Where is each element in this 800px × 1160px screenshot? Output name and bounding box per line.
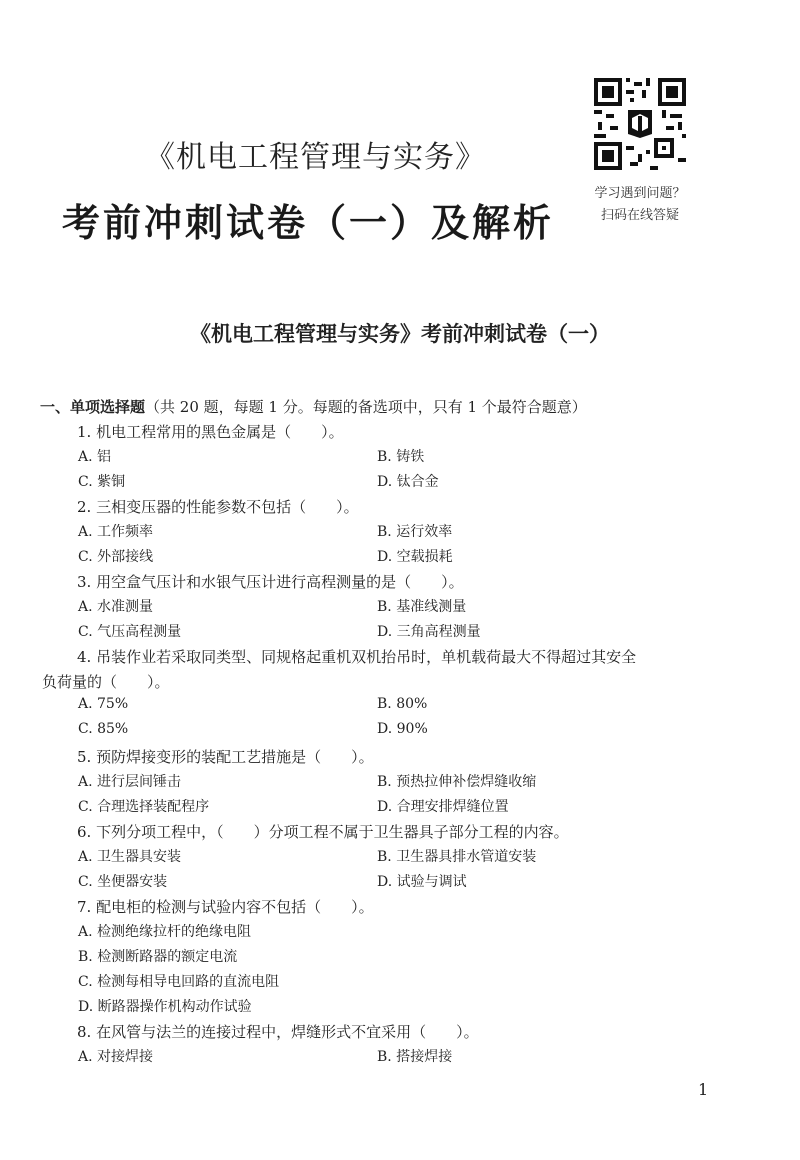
q8-option-b: B. 搭接焊接 [377, 1049, 453, 1065]
q3-option-b: B. 基准线测量 [377, 599, 467, 615]
q8-option-a: A. 对接焊接 [78, 1049, 154, 1065]
q6-option-b: B. 卫生器具排水管道安装 [377, 849, 537, 865]
question-3-stem: 3. 用空盒气压计和水银气压计进行高程测量的是（ ）。 [77, 573, 464, 591]
q5-option-a: A. 进行层间锤击 [78, 774, 182, 790]
q1-option-a: A. 铝 [78, 449, 112, 465]
q7-option-c: C. 检测每相导电回路的直流电阻 [78, 974, 280, 990]
question-4-stem: 4. 吊装作业若采取同类型、同规格起重机双机抬吊时，单机载荷最大不得超过其安全 [77, 648, 637, 666]
q1-option-c: C. 紫铜 [78, 474, 126, 490]
qr-code-icon [594, 78, 686, 170]
q2-option-d: D. 空载损耗 [377, 549, 453, 565]
question-1-stem: 1. 机电工程常用的黑色金属是（ ）。 [77, 423, 344, 441]
section-note: （共 20 题，每题 1 分。每题的备选项中，只有 1 个最符合题意） [145, 398, 587, 416]
q7-option-a: A. 检测绝缘拉杆的绝缘电阻 [78, 924, 252, 940]
q5-option-d: D. 合理安排焊缝位置 [377, 799, 509, 815]
question-2-stem: 2. 三相变压器的性能参数不包括（ ）。 [77, 498, 359, 516]
q6-option-c: C. 坐便器安装 [78, 874, 168, 890]
q4-option-d: D. 90% [377, 721, 428, 737]
main-title: 考前冲刺试卷（一）及解析 [62, 201, 555, 245]
q2-option-c: C. 外部接线 [78, 549, 154, 565]
q3-option-c: C. 气压高程测量 [78, 624, 182, 640]
qr-code[interactable] [594, 78, 686, 170]
question-4-stem-continued: 负荷量的（ ）。 [42, 673, 170, 691]
section-label: 一、单项选择题 [40, 398, 146, 416]
q1-option-d: D. 钛合金 [377, 474, 439, 490]
q7-option-d: D. 断路器操作机构动作试验 [78, 999, 252, 1015]
q4-option-b: B. 80% [377, 696, 428, 712]
q4-option-a: A. 75% [78, 696, 129, 712]
q7-option-b: B. 检测断路器的额定电流 [78, 949, 238, 965]
qr-caption-line2: 扫码在线答疑 [600, 208, 679, 223]
q3-option-a: A. 水准测量 [78, 599, 154, 615]
question-7-stem: 7. 配电柜的检测与试验内容不包括（ ）。 [77, 898, 374, 916]
qr-caption-line1: 学习遇到问题？ [594, 186, 686, 201]
page-number: 1 [698, 1080, 709, 1099]
question-8-stem: 8. 在风管与法兰的连接过程中，焊缝形式不宜采用（ ）。 [77, 1023, 479, 1041]
q5-option-c: C. 合理选择装配程序 [78, 799, 210, 815]
q6-option-a: A. 卫生器具安装 [78, 849, 182, 865]
q2-option-b: B. 运行效率 [377, 524, 453, 540]
q5-option-b: B. 预热拉伸补偿焊缝收缩 [377, 774, 537, 790]
section-heading [40, 396, 587, 417]
book-title: 《机电工程管理与实务》 [145, 140, 486, 175]
q1-option-b: B. 铸铁 [377, 449, 425, 465]
question-5-stem: 5. 预防焊接变形的装配工艺措施是（ ）。 [77, 748, 374, 766]
exam-title: 《机电工程管理与实务》考前冲刺试卷（一） [190, 321, 610, 346]
question-6-stem: 6. 下列分项工程中，（ ）分项工程不属于卫生器具子部分工程的内容。 [77, 823, 569, 841]
q6-option-d: D. 试验与调试 [377, 874, 467, 890]
q2-option-a: A. 工作频率 [78, 524, 154, 540]
q4-option-c: C. 85% [78, 721, 129, 737]
q3-option-d: D. 三角高程测量 [377, 624, 481, 640]
